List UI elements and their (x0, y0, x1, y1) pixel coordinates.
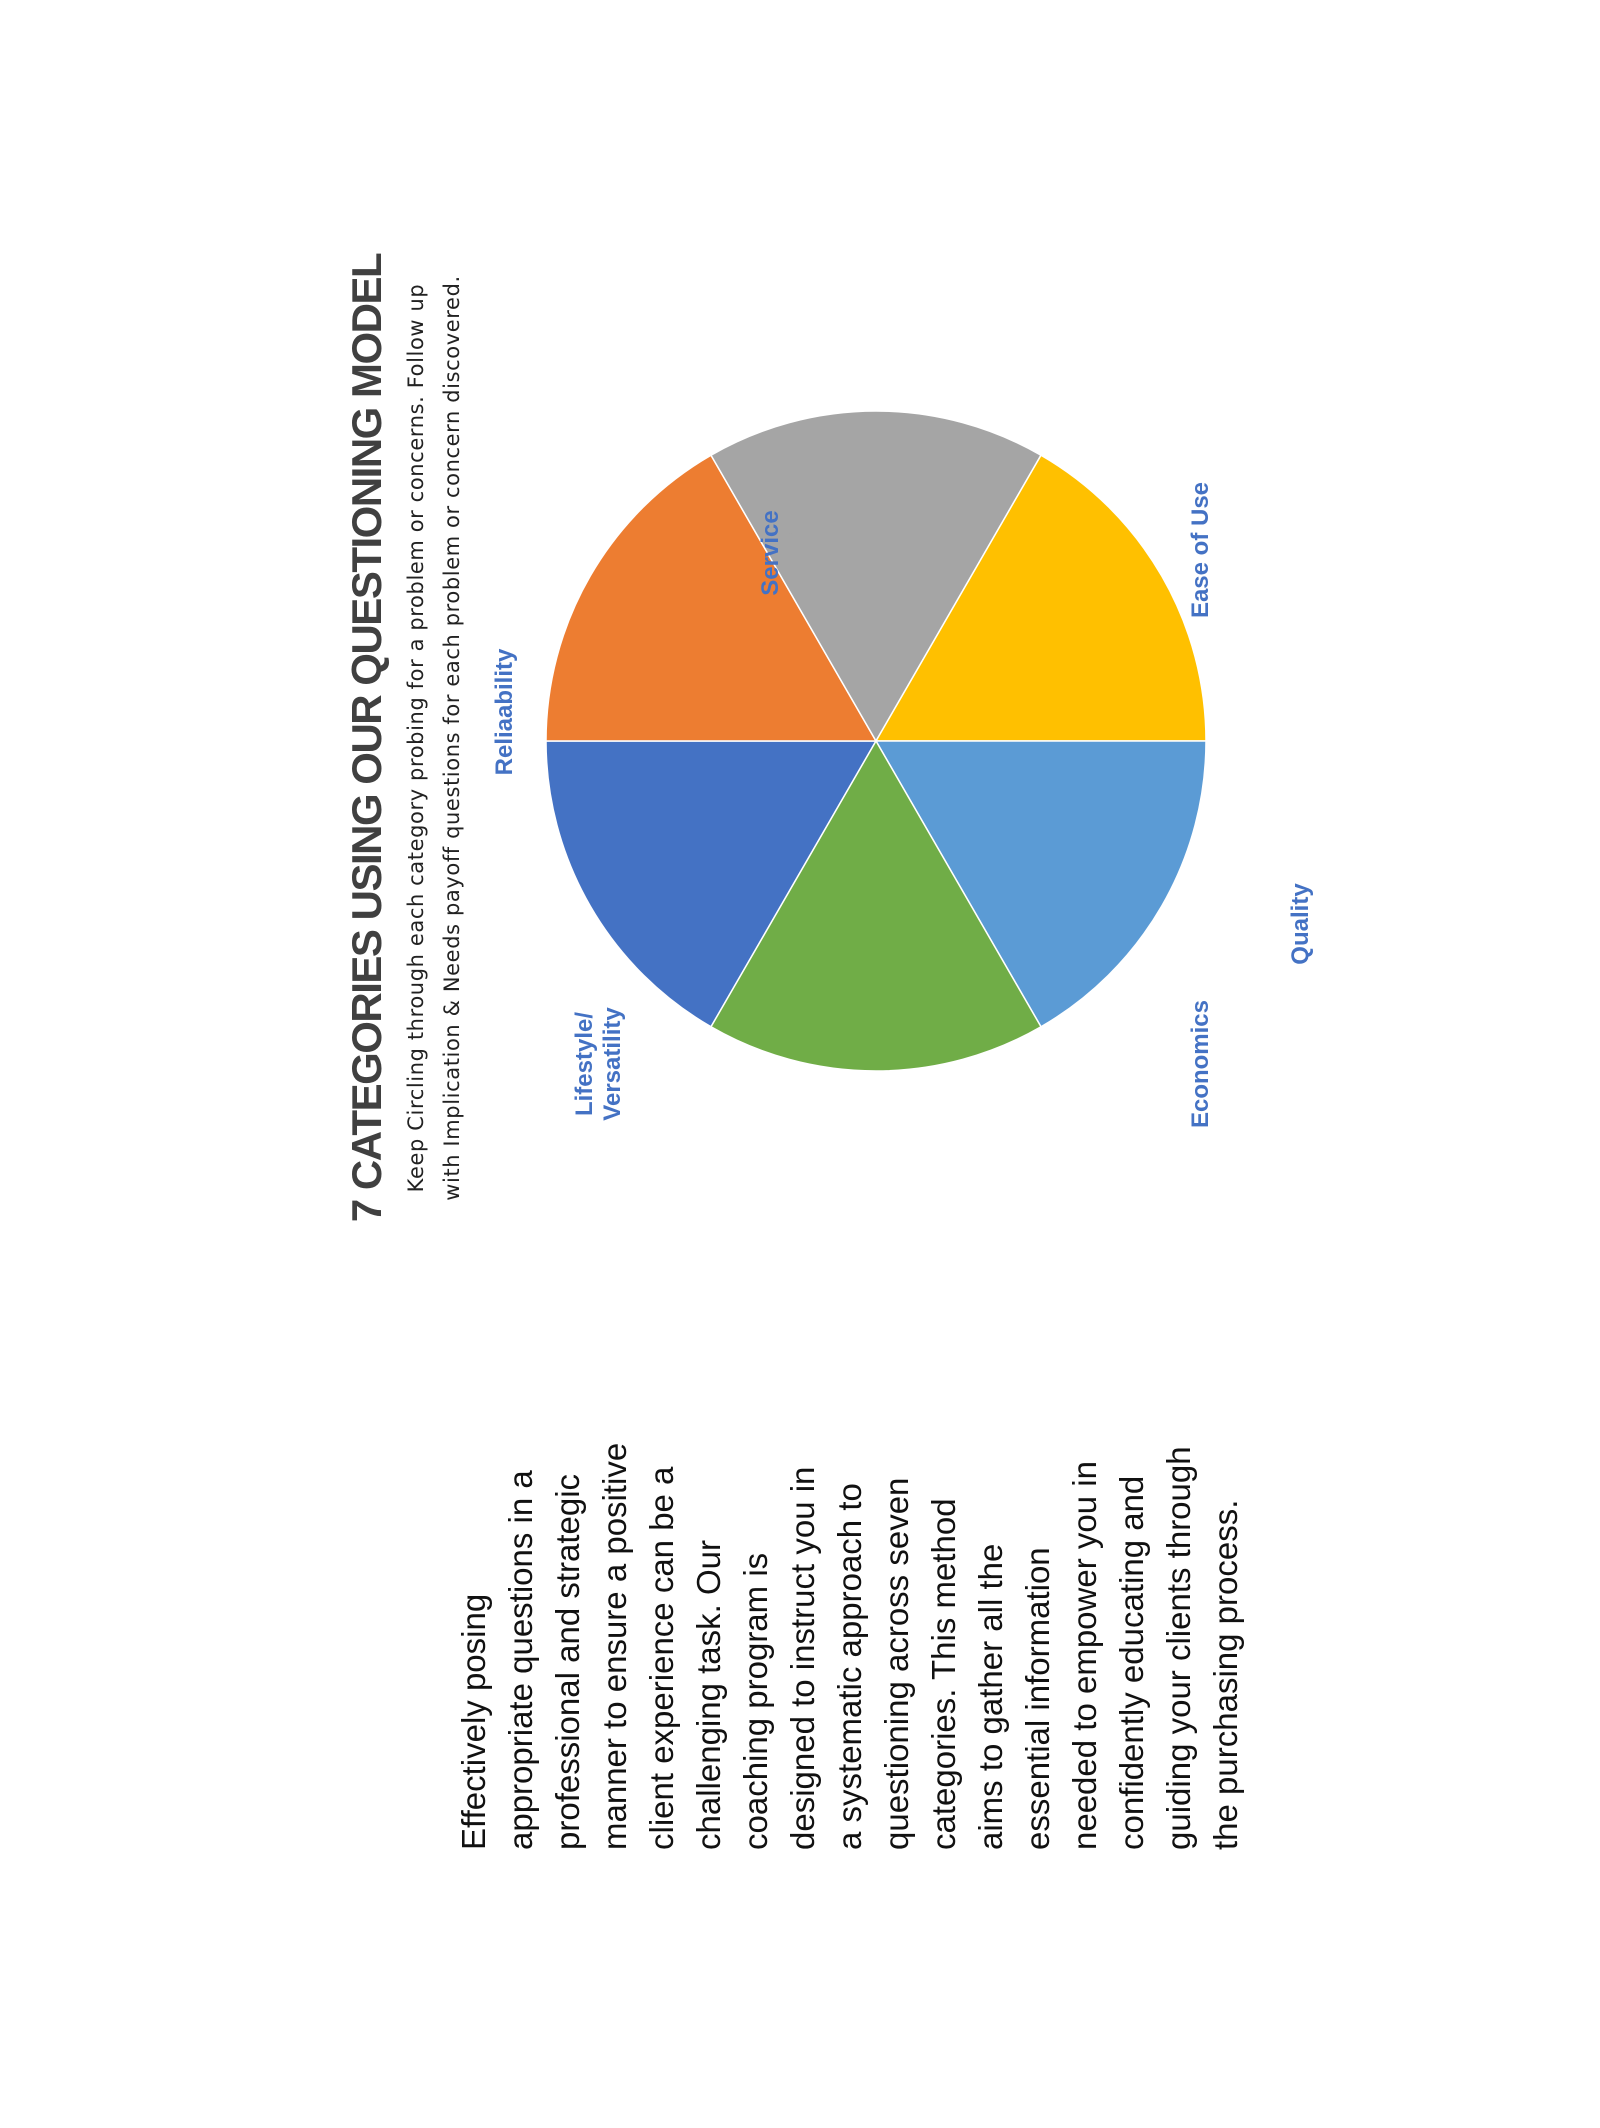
paragraph-line: aims to gather all the (972, 1543, 1009, 1850)
paragraph-line: confidently educating and (1113, 1475, 1150, 1850)
paragraph-line: the purchasing process. (1207, 1499, 1244, 1850)
paragraph-line: essential information (1019, 1547, 1056, 1850)
paragraph-line: categories. This method (925, 1498, 962, 1850)
paragraph-line: appropriate questions in a (502, 1470, 539, 1850)
paragraph-line: coaching program is (737, 1552, 774, 1850)
pie-slice-label: Service (757, 510, 784, 596)
pie-slice-label: Quality (1287, 883, 1314, 965)
subtitle-line: Keep Circling through each category probing for a problem or concerns. Follow up (404, 283, 428, 1193)
paragraph-line: guiding your clients through (1160, 1446, 1197, 1850)
page-title: 7 CATEGORIES USING OUR QUESTIONING MODEL (343, 253, 390, 1223)
pie-slice-label: Ease of Use (1187, 481, 1214, 619)
intro-paragraph (450, 1390, 1249, 1850)
pie-slices (546, 411, 1206, 1071)
paragraph-line: designed to instruct you in (784, 1466, 821, 1850)
subtitle-line: with Implication & Needs payoff questions for each problem or concern discovered. (440, 275, 464, 1201)
paragraph-line: manner to ensure a positive (596, 1442, 633, 1850)
paragraph-line: Effectively posing (455, 1593, 492, 1850)
pie-slice-label: Lifestyle/Versatility (571, 1007, 626, 1121)
paragraph-line: questioning across seven (878, 1477, 915, 1850)
paragraph-line: a systematic approach to (831, 1483, 868, 1850)
paragraph-line: client experience can be a (643, 1466, 680, 1850)
paragraph-line: professional and strategic (549, 1473, 586, 1850)
paragraph-line: needed to empower you in (1066, 1461, 1103, 1850)
pie-slice-label: Reliaability (491, 648, 518, 776)
paragraph-line: challenging task. Our (690, 1539, 727, 1850)
pie-slice-label: Economics (1187, 999, 1214, 1129)
